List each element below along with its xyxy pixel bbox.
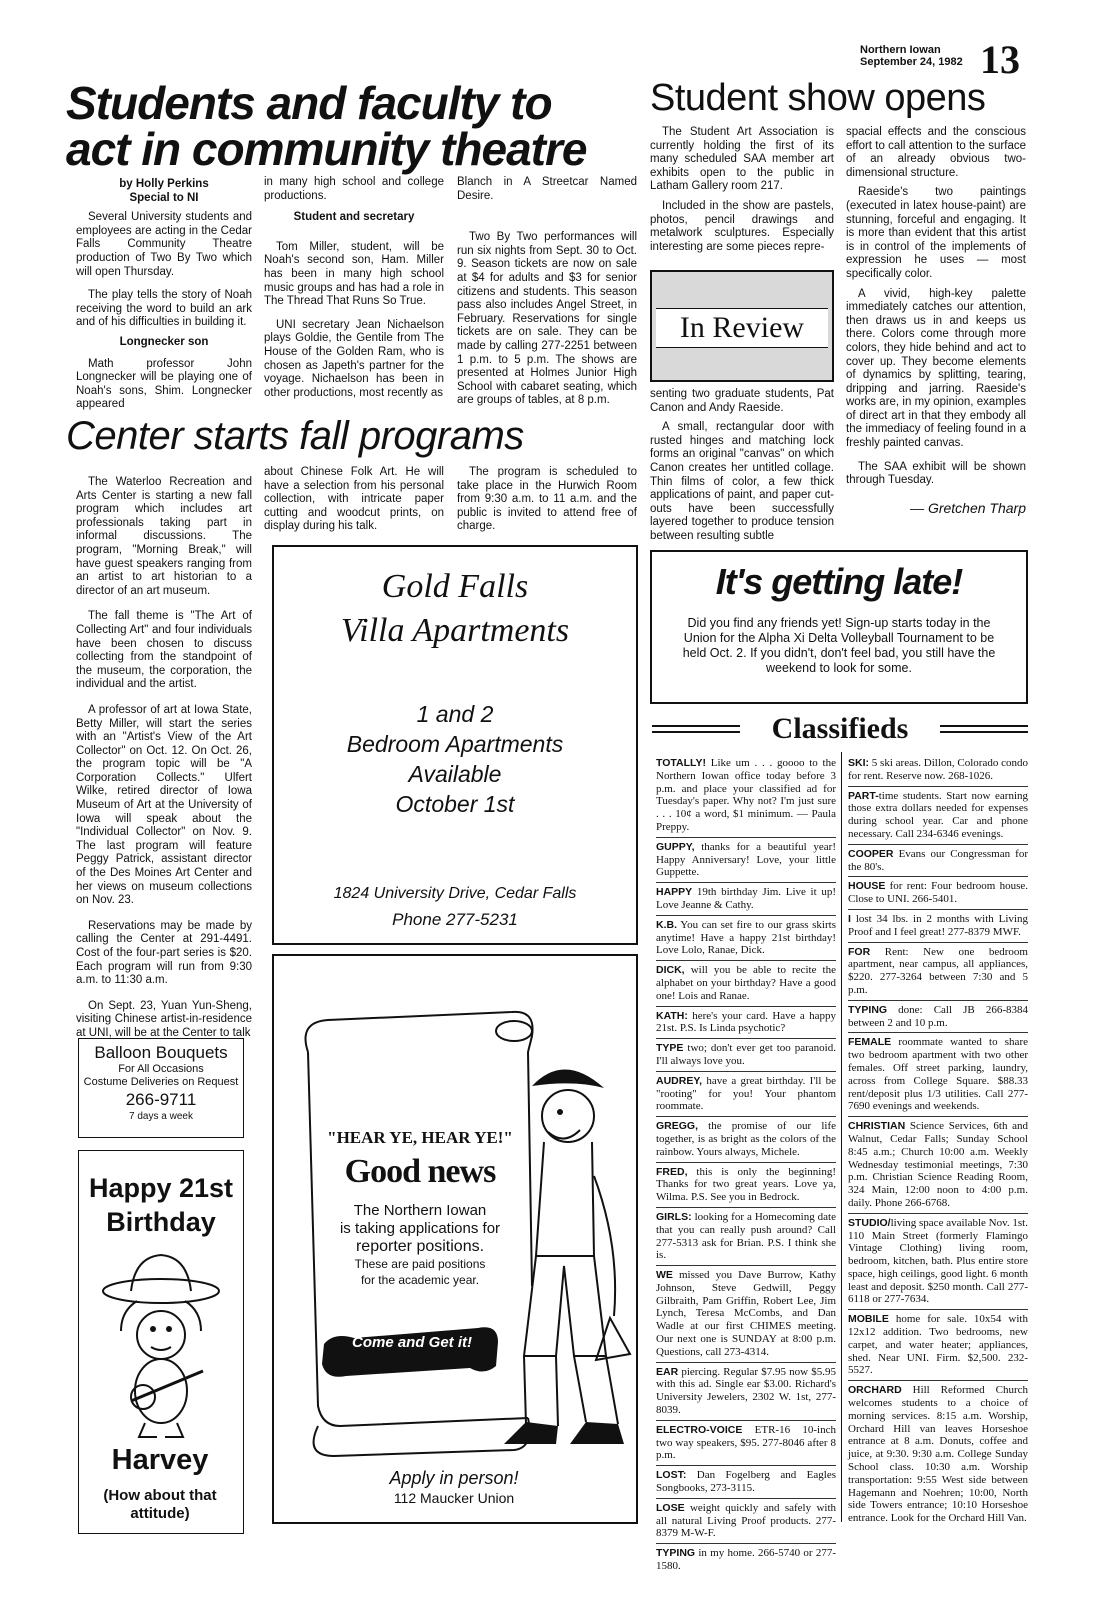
classified-item — [656, 1544, 836, 1576]
classified-item — [848, 910, 1028, 943]
classified-lead: TYPING — [656, 1547, 696, 1560]
classified-lead: K.B. — [656, 918, 677, 931]
center-paragraph: The fall theme is "The Art of Collecting Art" and four individuals have been chosen to discuss collecting from the standpoint of the museum, the corporation, the individual and the artist. — [76, 610, 252, 691]
classified-item — [848, 877, 1028, 910]
classified-item — [848, 1214, 1028, 1311]
apply-location: 112 Maucker Union — [393, 1490, 515, 1506]
classified-text: 5 ski areas. Dillon, Colorado condo for rent. Reserve now. 268-1026. — [848, 757, 1028, 782]
classified-item — [656, 1208, 836, 1266]
classified-text: Evans our Congressman for the 80's. — [848, 847, 1028, 873]
artshow-column-1 — [650, 126, 834, 260]
balloon-title: Balloon Bouquets — [94, 1043, 228, 1062]
classified-text: home for sale. 10x54 with 12x12 addition. Two bedrooms, new carpet, and water heater; appliances, shed. Near UNI. Firm. $2,500. 232-5527. — [848, 1313, 1028, 1377]
classified-item — [848, 943, 1028, 1001]
theatre-column-3 — [457, 176, 637, 414]
classified-text: piercing. Regular $7.95 now $5.95 with this ad. Single ear $3.00. Richard's University Jewelers, 2302 W. 1st, 277-8039. — [656, 1365, 836, 1417]
classified-text: the promise of our life together, is as bright as the colors of the rainbow. Yours always, Michele. — [656, 1120, 836, 1158]
birthday-ad — [78, 1150, 244, 1534]
artshow-column-2 — [846, 126, 1026, 521]
good-news-body — [310, 1202, 530, 1288]
classified-lead: TYPING — [848, 1003, 888, 1016]
classified-text: 19th birthday Jim. Live it up! Love Jeanne & Cathy. — [656, 886, 836, 911]
classified-lead: STUDIO/ — [848, 1216, 891, 1229]
classified-text: done: Call JB 266-8384 between 2 and 10 p.m. — [848, 1003, 1028, 1029]
classified-text: living space available Nov. 1st. 110 Main Street (formerly Flamingo Vintage Clothing) living room, bedroom, kitchen, bath. Plus entire store space, high ceilings, good light. 6 month least and deposit. $250 month. Call 277-6118 or 277-7634. — [848, 1216, 1028, 1306]
classified-text: thanks for a beautiful year! Happy Anniversary! Love, your little Guppette. — [656, 840, 836, 879]
ad-line: 1 and 2 — [416, 701, 494, 727]
ad-address: 1824 University Drive, Cedar Falls — [333, 885, 577, 902]
classified-item — [656, 1421, 836, 1466]
classified-item — [656, 1466, 836, 1499]
classified-lead: TYPE — [656, 1042, 684, 1055]
classifieds-right-column — [848, 754, 1028, 1528]
theatre-column-2 — [264, 176, 444, 406]
classified-text: Rent: New one bedroom apartment, near campus, all appliances, $220. 277-3264 between 7:30 and 5 p.m. — [848, 945, 1028, 996]
classified-text: will you be able to recite the alphabet on your birthday? Have a good one! Lois and Ranae. — [656, 964, 836, 1002]
apply-text: Apply in person! — [389, 1468, 519, 1488]
good-news-line: The Northern Iowan — [353, 1202, 487, 1219]
classified-text: for rent: Four bedroom house. Close to UNI. 266-5401. — [848, 880, 1028, 906]
in-review-label: In Review — [656, 308, 828, 348]
classified-item — [848, 1033, 1028, 1117]
classified-lead: FRED, — [656, 1165, 688, 1178]
classifieds-left-column — [656, 754, 836, 1576]
getting-late-body: Did you find any friends yet! Sign-up starts today in the Union for the Alpha Xi Delta Volleyball Tournament to be held Oct. 2. If you didn't, don't feel bad, you still have the weekend to look for some. — [682, 616, 996, 675]
classified-lead: ELECTRO-VOICE — [656, 1423, 743, 1436]
getting-late-title: It's getting late! — [715, 561, 963, 602]
classified-item — [656, 1499, 836, 1544]
classified-text: looking for a Homecoming date that you can really push around? Call 277-5313 ask for Brian. P.S. I think she is. — [656, 1210, 836, 1262]
theatre-paragraph: Two By Two performances will run six nights from Sept. 30 to Oct. 9. Season tickets are now on sale at $4 for adults and $3 for senior citizens and students. This season pass also includes Angel Street, in February. Reservations for single tickets are on sale. They can be made by calling 277-2251 between 1 p.m. to 5 p.m. The shows are presented at Holmes Junior High School with cabaret seating, which are groups of tables, at 8 p.m. — [457, 231, 637, 407]
artshow-paragraph: The SAA exhibit will be shown through Tuesday. — [846, 460, 1026, 487]
classified-text: in my home. 266-5740 or 277-1580. — [656, 1547, 836, 1573]
classified-text: Science Services, 6th and Walnut, Cedar Falls; Sunday School 8:45 a.m.; Church 10:00 a.m. Weekly Wednesday testimonial meetings, 7:30 p.m. Christian Science Reading Room, 324 Main, 12:00 noon to 4:00 p.m. daily. Phone 266-6768. — [848, 1120, 1028, 1209]
theatre-paragraph: Tom Miller, student, will be Noah's second son, Ham. Miller has been in many high school music groups and has had a role in The Thread That Runs So True. — [264, 240, 444, 308]
balloon-line: For All Occasions — [118, 1063, 204, 1075]
ad-line: Available — [408, 761, 502, 787]
classified-text: time students. Start now earning those extra dollars needed for expenses during school year. Car and phone necessary. Call 234-6346 evenings. — [848, 789, 1028, 840]
classified-lead: DICK, — [656, 964, 685, 977]
birthday-tagline-line: (How about that — [103, 1487, 217, 1504]
theatre-headline — [66, 77, 646, 175]
classified-lead: GUPPY, — [656, 840, 695, 853]
theatre-headline-line2: act in community theatre — [66, 123, 587, 175]
center-paragraph: The Waterloo Recreation and Arts Center is starting a new fall program which includes art professionals taking part in informal discussions. The program, "Morning Break," will have guest speakers ranging from an artist to art historian to a director of an art museum. — [76, 476, 252, 597]
center-headline: Center starts fall programs — [66, 414, 524, 458]
scroll-title: "HEAR YE, HEAR YE!" — [327, 1128, 513, 1147]
classified-item — [656, 838, 836, 883]
classified-lead: ORCHARD — [848, 1384, 902, 1397]
good-news-line: reporter positions. — [355, 1238, 485, 1255]
classified-lead: LOSE — [656, 1501, 685, 1514]
birthday-tagline-line: attitude) — [130, 1505, 190, 1522]
artshow-paragraph: A small, rectangular door with rusted hinges and matching lock forms an original "canvas" on which Canon creates her untitled collage. Thin films of color, a few thick applications of paint, and paper cut-outs have been successfully layered together to produce tension between resulting subtle — [650, 421, 834, 542]
classified-text: have a great birthday. I'll be "rooting" for you! Your phantom roommate. — [656, 1074, 836, 1113]
theatre-paragraph: in many high school and college productions. — [264, 176, 444, 202]
classified-item — [656, 916, 836, 961]
theatre-paragraph: UNI secretary Jean Nichaelson plays Goldie, the Gentile from The House of the Golden Ram, who is chosen as Japeth's partner for the voyage. Nichaelson has been in other productions, most recently as — [264, 318, 444, 399]
classified-lead: EAR — [656, 1365, 679, 1378]
classified-text: ETR-16 10-inch two way speakers, $95. 277-8046 after 8 p.m. — [656, 1423, 836, 1462]
classified-item — [848, 1310, 1028, 1381]
theatre-paragraph: Several University students and employees are acting in the Cedar Falls Community Theatre production of Two By Two which will open Thursday. — [76, 211, 252, 278]
classified-lead: WE — [656, 1269, 673, 1282]
classified-item — [656, 883, 836, 916]
classified-lead: CHRISTIAN — [848, 1120, 906, 1133]
rabbit-illustration — [91, 1251, 231, 1441]
ad-line: Bedroom Apartments — [346, 731, 564, 757]
page-number: 13 — [980, 37, 1020, 82]
paper-name: Northern Iowan — [860, 44, 941, 56]
classified-lead: HOUSE — [848, 880, 886, 893]
in-review-box — [650, 270, 834, 382]
classified-lead: LOST: — [656, 1469, 687, 1482]
center-column-3 — [457, 466, 637, 540]
ad-name-line2: Villa Apartments — [340, 612, 570, 649]
ad-name-line1: Gold Falls — [381, 568, 529, 605]
theatre-headline-line1: Students and faculty to — [66, 77, 552, 129]
byline-affiliation: Special to NI — [129, 191, 199, 204]
balloon-phone: 266-9711 — [125, 1090, 197, 1109]
classified-lead: MOBILE — [848, 1313, 889, 1326]
classified-item — [848, 787, 1028, 845]
center-column-2 — [264, 466, 444, 540]
birthday-title-line: Birthday — [106, 1207, 216, 1237]
theatre-paragraph: Math professor John Longnecker will be playing one of Noah's sons, Shim. Longnecker appeared — [76, 357, 252, 411]
classified-lead: SKI: — [848, 757, 869, 769]
getting-late-ad — [650, 550, 1028, 704]
classified-text: Dan Fogelberg and Eagles Songbooks, 273-3115. — [656, 1469, 836, 1495]
artshow-paragraph: senting two graduate students, Pat Canon and Andy Raeside. — [650, 388, 834, 414]
birthday-title-line: Happy 21st — [88, 1173, 234, 1203]
classified-text: roommate wanted to share two bedroom apartment with two other females. Off street parking, laundry, across from College Square. $88.33 rent/deposit plus 1/3 utilities. Call 277-7690 evenings and weekends. — [848, 1036, 1028, 1113]
classified-item — [656, 961, 836, 1006]
classified-item — [656, 1363, 836, 1421]
paper-date: September 24, 1982 — [860, 56, 963, 68]
ad-line: October 1st — [395, 791, 515, 817]
classified-item — [848, 845, 1028, 878]
classified-lead: COOPER — [848, 847, 894, 860]
balloon-line: Costume Deliveries on Request — [83, 1076, 239, 1088]
theatre-paragraph: Blanch in A Streetcar Named Desire. — [457, 176, 637, 202]
center-paragraph: A professor of art at Iowa State, Betty Miller, will start the series with an "Artist's View of the Art Collector" on Oct. 12. On Oct. 26, the program topic will be "A Corporation Collects." Ulfert Wilke, retired director of Iowa Museum of Art at the University of Iowa will speak about the "Individual Collector" on Nov. 9. The last program will feature Peggy Patrick, assistant director of the Des Moines Art Center and her views on museum collections on Nov. 23. — [76, 703, 252, 907]
theatre-paragraph: The play tells the story of Noah receiving the word to build an ark and of his difficulties in building it. — [76, 289, 252, 329]
classified-lead: PART- — [848, 789, 879, 802]
artshow-paragraph: spacial effects and the conscious effort to call attention to the surface of an already obvious two-dimensional structure. — [846, 126, 1026, 179]
balloon-ad — [78, 1038, 244, 1138]
classified-lead: FEMALE — [848, 1036, 892, 1049]
classified-item — [656, 1039, 836, 1072]
artshow-column-1b — [650, 388, 834, 550]
center-paragraph: On Sept. 23, Yuan Yun-Sheng, visiting Chinese artist-in-residence at UNI, will be at the Center to talk — [76, 999, 252, 1039]
classified-lead: KATH: — [656, 1009, 688, 1022]
classified-text: You can set fire to our grass skirts anytime! Have a happy 21st birthday! Love Lolo, Ranae, Dick. — [656, 918, 836, 957]
center-paragraph: Reservations may be made by calling the Center at 291-4491. Cost of the four-part series is $20. Each program will run from 9:30 a.m. to 11:30 a.m. — [76, 919, 252, 987]
classified-item — [848, 754, 1028, 787]
birthday-tagline — [79, 1487, 241, 1523]
ad-phone: Phone 277-5231 — [392, 910, 518, 929]
classified-item — [656, 1007, 836, 1040]
classified-item — [656, 754, 836, 838]
classified-text: Like um . . . goooo to the Northern Iowan office today before 3 p.m. and place your classified ad for Tuesday's paper. Why not? I'm just sure . . . 10¢ a word, $1 minimum. — Paula Preppy. — [656, 757, 836, 833]
classified-item — [656, 1266, 836, 1363]
theatre-column-1 — [76, 178, 252, 418]
classified-lead: FOR — [848, 945, 871, 958]
classified-item — [656, 1163, 836, 1208]
good-news-line: is taking applications for — [339, 1220, 501, 1237]
classified-text: Hill Reformed Church welcomes students to a choice of morning services. 8:15 a.m. Worship, Orchard Hill van leaves Horseshoe entrance at 8 a.m. Donuts, coffee and juice, at 9:30. 9:30 a.m. College Sunday School class. 10:30 a.m. Worship transportation: 9:55 West side between Hagemann and Noehren; 10:00, North side Towers entrance; 10:10 Horseshoe entrance. Look for the Orchard Hill Van. — [848, 1384, 1028, 1525]
good-news-line: These are paid positions — [354, 1257, 486, 1271]
birthday-name: Harvey — [111, 1444, 209, 1476]
classified-text: lost 34 lbs. in 2 months with Living Proof and I feel great! 277-8379 MWF. — [848, 912, 1028, 938]
classified-item — [656, 1072, 836, 1117]
artshow-headline: Student show opens — [650, 77, 986, 119]
artshow-paragraph: The Student Art Association is currently holding the first of its many scheduled SAA member art exhibits open to the public in Latham Gallery room 217. — [650, 126, 834, 193]
classified-lead: HAPPY — [656, 886, 693, 899]
center-paragraph: about Chinese Folk Art. He will have a selection from his personal collection, with intricate paper cutting and woodcut prints, on display during his talk. — [264, 466, 444, 533]
gold-falls-ad — [272, 545, 638, 945]
banner-text: Come and Get it! — [351, 1334, 472, 1351]
classified-lead: AUDREY, — [656, 1074, 703, 1087]
artshow-paragraph: Included in the show are pastels, photos, pencil drawings and metalwork sculptures. Especially interesting are some pieces repre- — [650, 199, 834, 253]
artshow-paragraph: A vivid, high-key palette immediately catches our attention, then draws us in and keeps us there. Colors come through more colors, they hide behind and act to cover up. They become elements of dynamics by splitting, tearing, dripping and jarring. Raeside's works are, in my opinion, examples of direct art in that they embody all the immediacy of feeling found in a freshly painted canvas. — [846, 287, 1026, 450]
good-news-ad — [272, 954, 638, 1524]
artshow-signature: — Gretchen Tharp — [910, 499, 1026, 516]
classified-item — [848, 1001, 1028, 1034]
byline: by Holly Perkins — [119, 178, 209, 190]
classified-text: two; don't ever get too paranoid. I'll always love you. — [656, 1042, 836, 1067]
classified-item — [656, 1117, 836, 1162]
classified-text: weight quickly and safely with all natural Living Proof products. 277-8379 M-W-F. — [656, 1501, 836, 1540]
good-news-headline: Good news — [344, 1153, 496, 1190]
classified-lead: TOTALLY! — [656, 757, 706, 769]
center-paragraph: The program is scheduled to take place in the Hurwich Room from 9:30 a.m. to 11 a.m. and the public is invited to attend free of charge. — [457, 466, 637, 533]
classified-lead: GIRLS: — [656, 1210, 692, 1223]
classified-lead: GREGG, — [656, 1120, 699, 1133]
classified-text: here's your card. Have a happy 21st. P.S. Is Linda psychotic? — [656, 1009, 836, 1035]
paper-name-date — [860, 44, 963, 68]
classified-text: this is only the beginning! Thanks for two great years. Love ya, Wilma. P.S. See you in Bedrock. — [656, 1165, 836, 1204]
classified-text: missed you Dave Burrow, Kathy Johnson, Steve Gedwill, Peggy Gilbraith, Pam Griffin, Robert Lee, Jim Lynch, Teresa McCombs, and Dan Wadle at our first CHIMES meeting. Our next one is SUNDAY at 8:00 p.m. Questions, call 273-4314. — [656, 1269, 836, 1358]
center-column-1 — [76, 476, 252, 1047]
classified-item — [848, 1117, 1028, 1214]
classified-item — [848, 1381, 1028, 1528]
subhead: Student and secretary — [293, 211, 415, 224]
good-news-line: for the academic year. — [360, 1273, 480, 1287]
artshow-paragraph: Raeside's two paintings (executed in latex house-paint) are stunning, forceful and engaging. It is more than evident that this artist is in control of the implements of expression he uses — most specifically color. — [846, 186, 1026, 280]
subhead: Longnecker son — [119, 335, 209, 348]
classifieds-title: Classifieds — [771, 712, 909, 745]
balloon-line: 7 days a week — [129, 1111, 193, 1122]
classifieds-header — [652, 712, 1028, 748]
classified-lead: I — [848, 912, 851, 925]
